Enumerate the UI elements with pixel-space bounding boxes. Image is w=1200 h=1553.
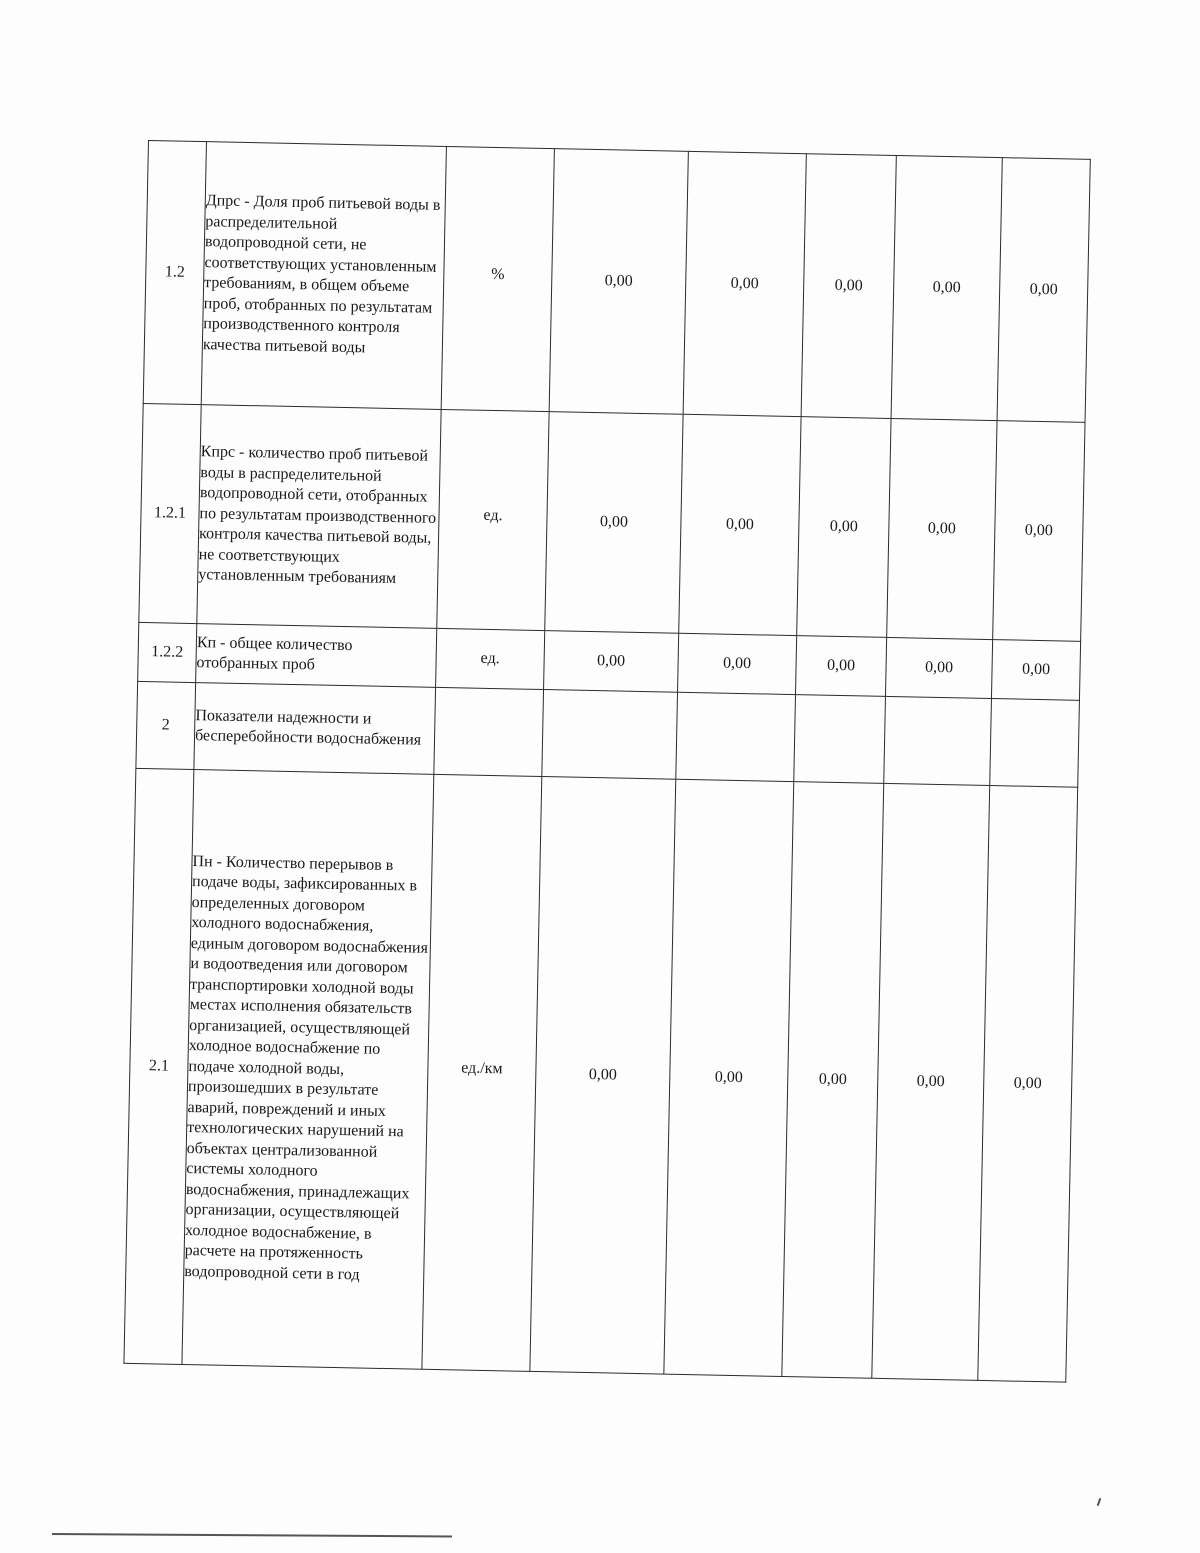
row-description: Пн - Количество перерывов в подаче воды, зафиксированных в определенных договором холодного водоснабжения, единым договором водоснабжения и водоотведения или договором транспортировки холодной воды местах исполнения обязательств организацией, осуществляющей холодное водоснабжение по подаче холодной воды, произошедших в результате аварий, повреждений и иных технологических нарушений на объектах централизованной системы холодного водоснабжения, принадлежащих организации, осуществляющей холодное водоснабжение, в расчете на протяженность водопроводной сети в год: [182, 770, 434, 1370]
value-cell: 0,00: [683, 151, 806, 416]
row-number: 1.2: [143, 141, 206, 405]
row-description: Кпрс - количество проб питьевой воды в распределительной водопроводной сети, отобранных по результатам производственного контроля качества питьевой воды, не соответствующих установленным требованиям: [197, 405, 441, 629]
value-cell: 0,00: [782, 782, 884, 1379]
footer-divider: [52, 1533, 452, 1537]
unit-label: %: [491, 265, 505, 283]
value-cell: [990, 699, 1080, 788]
table-row: [124, 768, 1078, 1382]
row-unit: [434, 687, 544, 776]
value-cell: 0,00: [991, 640, 1080, 701]
indicators-table: [123, 140, 1090, 1383]
row-unit: [441, 146, 554, 411]
scan-artifact: [1097, 1498, 1102, 1506]
row-number: 1.2.1: [139, 403, 201, 623]
value-cell: 0,00: [891, 156, 1002, 421]
value-cell: 0,00: [801, 154, 896, 419]
value-cell: 0,00: [679, 414, 801, 635]
unit-label: ед./км: [461, 1059, 503, 1078]
unit-label: ед.: [483, 506, 503, 524]
value-cell: 0,00: [872, 783, 990, 1380]
value-cell: [676, 692, 796, 781]
value-cell: 0,00: [678, 633, 797, 694]
value-cell: 0,00: [530, 777, 676, 1375]
row-unit: [437, 409, 549, 630]
value-cell: 0,00: [664, 779, 794, 1376]
value-cell: 0,00: [997, 158, 1090, 423]
value-cell: 0,00: [544, 631, 679, 693]
row-number: 2.1: [124, 768, 194, 1364]
unit-label: ед.: [480, 649, 500, 667]
value-cell: [542, 690, 678, 780]
value-cell: 0,00: [797, 417, 891, 638]
row-description: Показатели надежности и бесперебойности водоснабжения: [194, 683, 436, 775]
row-number: 1.2.2: [138, 622, 197, 682]
table-row: [143, 141, 1090, 423]
row-number: 2: [136, 681, 196, 769]
value-cell: [794, 695, 886, 784]
table-wrapper: [123, 140, 1089, 1383]
row-description: Дпрс - Доля проб питьевой воды в распределительной водопроводной сети, не соответствующих установленным требованиям, в общем объеме проб, отобранных по результатам производственного контроля качества питьевой воды: [201, 142, 446, 410]
value-cell: 0,00: [885, 637, 992, 698]
row-unit: [436, 628, 545, 689]
value-cell: 0,00: [887, 418, 997, 639]
value-cell: 0,00: [795, 636, 886, 697]
table-row: [139, 403, 1085, 641]
row-description: Кп - общее количество отобранных проб: [196, 624, 437, 688]
value-cell: 0,00: [545, 412, 683, 634]
row-unit: [422, 774, 542, 1371]
value-cell: 0,00: [978, 786, 1078, 1383]
value-cell: 0,00: [993, 421, 1085, 642]
value-cell: [884, 696, 992, 785]
value-cell: 0,00: [549, 149, 688, 415]
